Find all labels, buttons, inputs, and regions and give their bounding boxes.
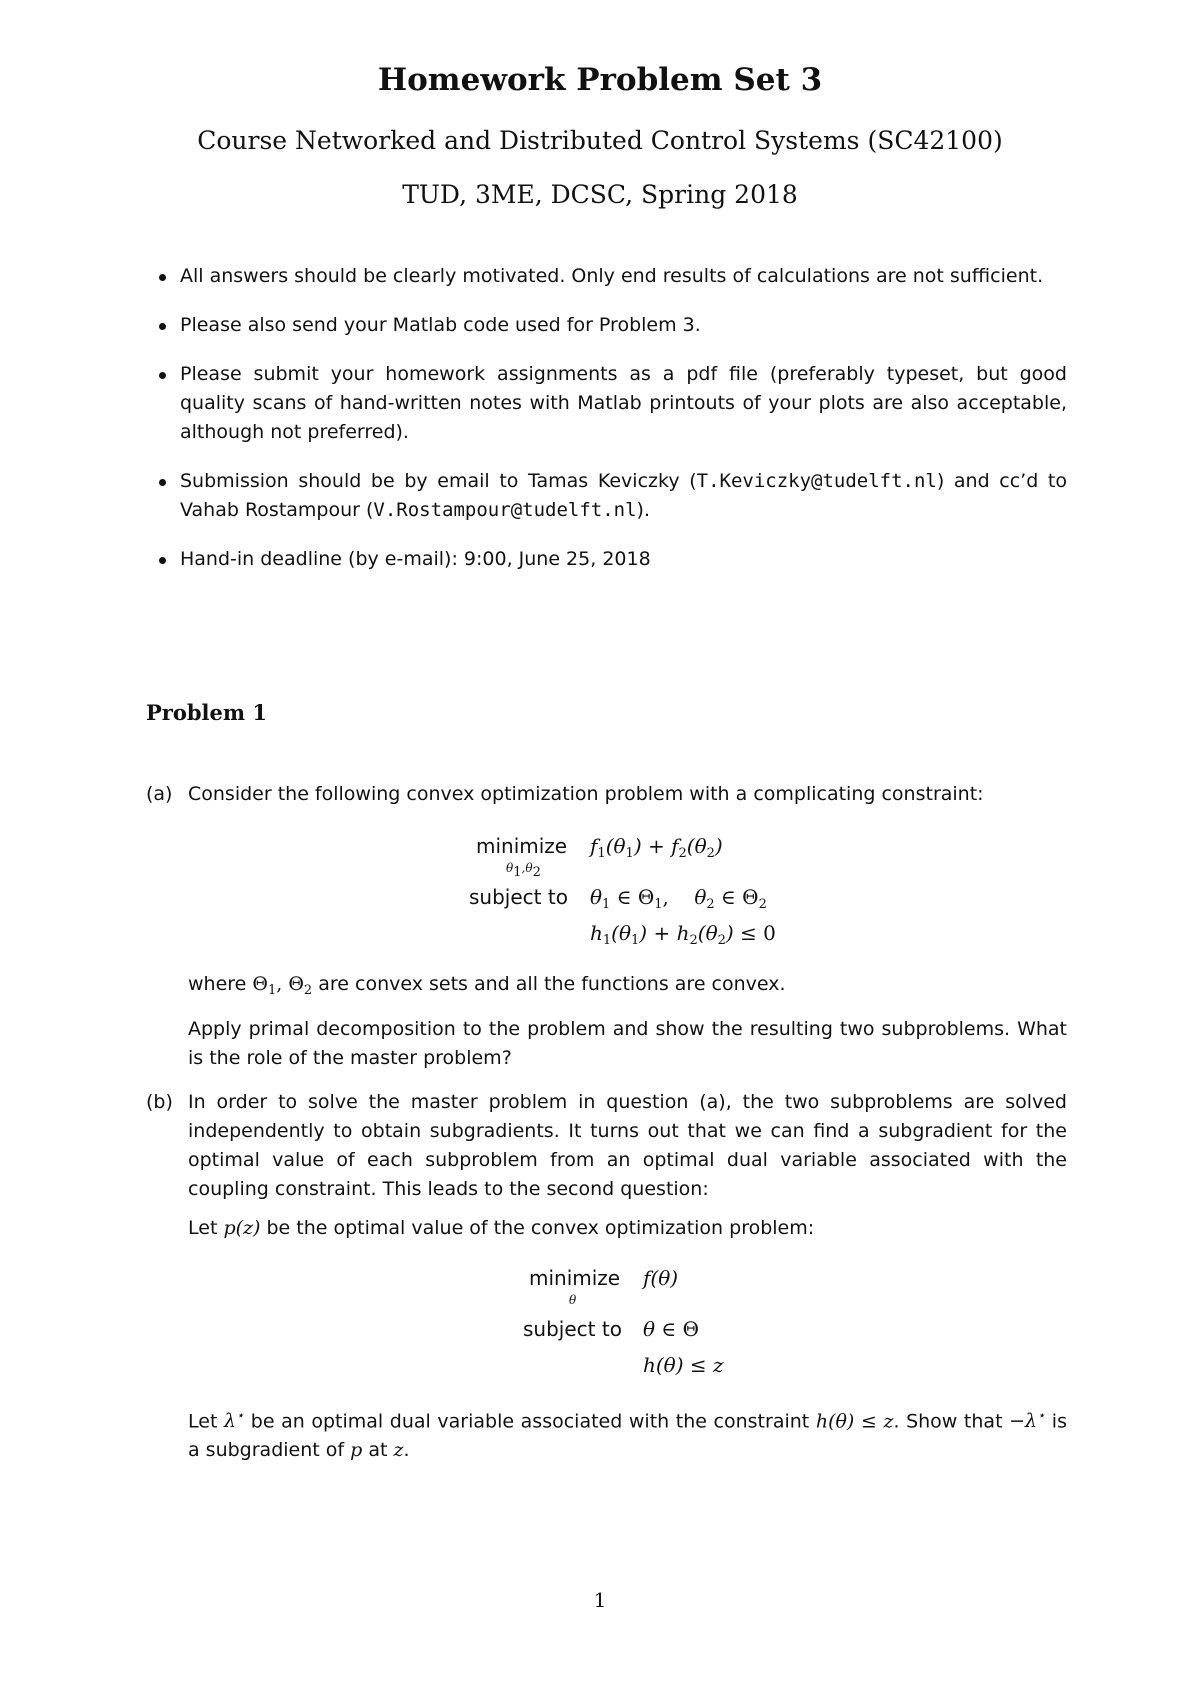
objective-expression: f(θ) — [643, 1266, 679, 1290]
part-a-text — [188, 970, 1067, 1083]
math-inline: λ⋆ — [223, 1409, 245, 1433]
text-span: be an optimal dual variable associated with the constraint — [244, 1410, 816, 1433]
part-a-question: Apply primal decomposition to the problem and show the resulting two subproblems. What is the role of the master problem? — [188, 1018, 1067, 1069]
page-number: 1 — [593, 1588, 607, 1612]
instruction-item: Please submit your homework assignments as a pdf file (preferably typeset, but good quality scans of hand-written notes with Matlab printouts of your plots are also acceptable, although not preferred). — [180, 360, 1067, 447]
part-b-question — [188, 1402, 1067, 1465]
part-b-final-text — [188, 1402, 1067, 1475]
inequality-constraint: h(θ) ≤ z — [643, 1353, 724, 1377]
part-b-text — [188, 1088, 1067, 1253]
minimize-word: minimize — [529, 1266, 621, 1290]
math-inline: p — [350, 1439, 363, 1462]
instructions-list — [180, 262, 1067, 594]
email-link[interactable]: V.Rostampour@tudelft.nl — [373, 499, 637, 521]
text-span: ) and cc’d to Vahab Rostampour ( — [180, 470, 1068, 521]
math-inline: h(θ) ≤ z — [815, 1410, 894, 1433]
text-span: Let — [188, 1217, 224, 1239]
part-label: (a) — [146, 783, 173, 805]
text-span: at — [362, 1439, 394, 1462]
subject-to-label: subject to — [469, 885, 568, 909]
minimize-subscript: $\theta_1,\theta_2$ — [506, 861, 541, 880]
subject-to-label: subject to — [523, 1317, 622, 1341]
text-span: ). — [636, 499, 650, 521]
text-span: where — [188, 973, 253, 995]
where-sentence — [188, 970, 1067, 1005]
instruction-item: Hand-in deadline (by e-mail): 9:00, June 25, 2018 — [180, 545, 1067, 574]
math-inline: p(z) — [223, 1217, 261, 1239]
constraint-set: θ ∈ Θ — [643, 1317, 699, 1341]
text-span: . — [403, 1439, 410, 1462]
objective-expression: $f_1(\theta_1) + f_2(\theta_2)$ — [590, 834, 723, 861]
math-inline: −λ⋆ — [1009, 1409, 1046, 1433]
math-inline: z — [393, 1439, 404, 1462]
document-title: Homework Problem Set 3 — [377, 62, 823, 98]
constraint-sets: $\theta_1$ ∈ $\Theta_1$, $\theta_2$ ∈ $\Theta_2$ — [590, 885, 767, 912]
text-span: Submission should be by email to Tamas Keviczky ( — [180, 470, 697, 492]
institution-subtitle: TUD, 3ME, DCSC, Spring 2018 — [402, 180, 798, 209]
minimize-subscript: θ — [569, 1293, 577, 1307]
text-span: is a subgradient of — [188, 1410, 1067, 1462]
text-span: are convex sets and all the functions are convex. — [312, 973, 786, 995]
coupling-constraint: $h_1(\theta_1) + h_2(\theta_2) \le 0$ — [590, 921, 776, 948]
part-b-paragraph: In order to solve the master problem in question (a), the two subproblems are solved independently to obtain subgradients. It turns out that we can find a subgradient for the optimal value of each subproblem from an optimal dual variable associated with the coupling constraint. This leads to the second question: — [188, 1091, 1067, 1200]
instruction-item: Please also send your Matlab code used for Problem 3. — [180, 311, 1067, 340]
text-span: be the optimal value of the convex optimization problem: — [260, 1217, 815, 1239]
text-span: . Show that — [893, 1410, 1010, 1433]
instruction-item — [180, 467, 1067, 525]
opt-row-minimize — [476, 833, 568, 880]
math-inline: $\Theta_1$, $\Theta_2$ — [252, 973, 313, 998]
course-subtitle: Course Networked and Distributed Control Systems (SC42100) — [197, 126, 1003, 155]
opt-row-minimize — [529, 1265, 621, 1307]
part-intro: Consider the following convex optimization problem with a complicating constraint: — [188, 783, 984, 805]
minimize-label — [529, 1265, 621, 1307]
minimize-label — [476, 833, 568, 880]
part-label: (b) — [146, 1091, 173, 1113]
part-b-let-sentence — [188, 1214, 1067, 1243]
instruction-item: All answers should be clearly motivated. Only end results of calculations are not sufficient. — [180, 262, 1067, 291]
email-link[interactable]: T.Keviczky@tudelft.nl — [696, 470, 937, 492]
problem-heading: Problem 1 — [146, 700, 268, 725]
minimize-word: minimize — [476, 834, 568, 858]
text-span: Let — [188, 1410, 224, 1433]
